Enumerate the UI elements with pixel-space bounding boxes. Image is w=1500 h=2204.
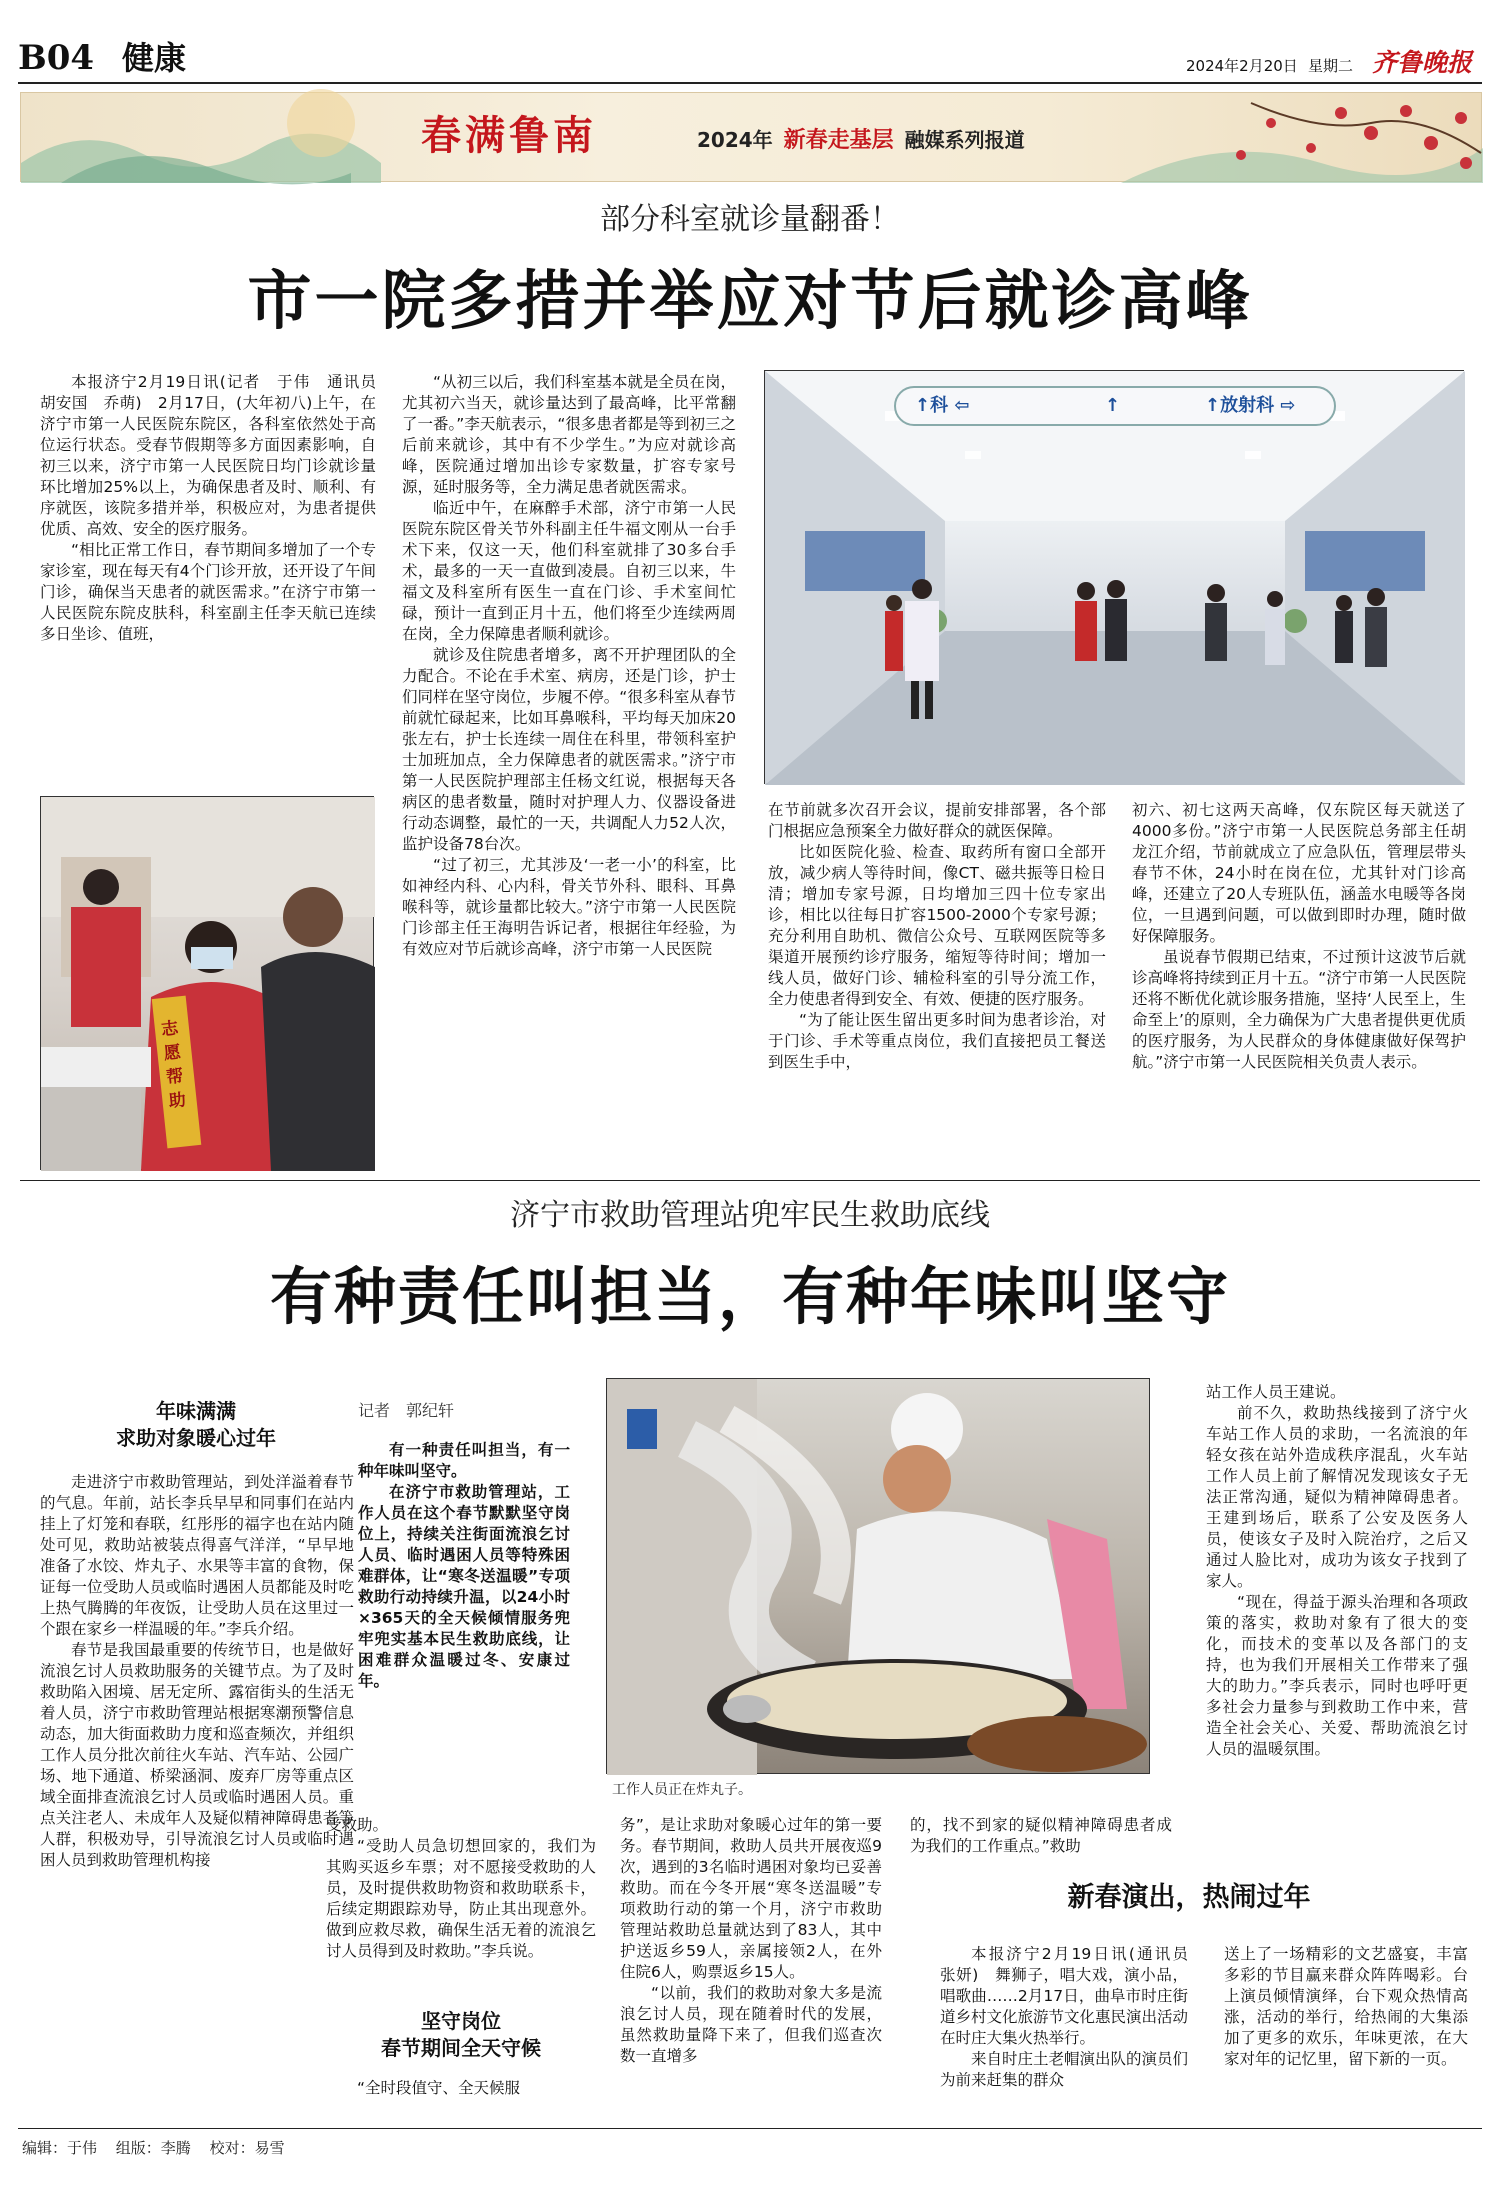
- issue-date: 2024年2月20日: [1186, 57, 1298, 75]
- article2-col3-p1: 务”，是让求助对象暖心过年的第一要务。春节期间，救助人员共开展夜巡9次，遇到的3名临时遇困对象均已妥善救助。而在今冬开展“寒冬送温暖”专项救助行动的第一个月，济宁市救助管理站救助总量就达到了83人，其中护送返乡59人，亲属接领2人，在外住院6人，购票返乡15人。: [620, 1816, 882, 1981]
- article1-col2: [402, 372, 736, 1174]
- footer-editor: 编辑：于伟: [22, 2139, 98, 2157]
- article2-col2c-p1: “全时段值守、全天候服: [357, 2079, 521, 2097]
- article2-section1-title: [40, 1398, 352, 1452]
- header-rule: [18, 82, 1482, 84]
- article3-col2: [1224, 1944, 1468, 2120]
- article1-col1-p2: “相比正常工作日，春节期间多增加了一个专家诊室，现在每天有4个门诊开放，还开设了午间门诊，确保当天患者的就医需求。”在济宁市第一人民医院东院皮肤科，科室副主任李天航已连续多日坐诊、值班，: [40, 541, 376, 643]
- paper-logo: 齐鲁晚报: [1372, 48, 1473, 77]
- section1-title-line2: 求助对象暖心过年: [116, 1426, 276, 1450]
- article2-lead: [358, 1440, 570, 1758]
- article2-col5-p2: 前不久，救助热线接到了济宁火车站工作人员的求助，一名流浪的年轻女孩在站外造成秩序混乱，火车站工作人员上前了解情况发现该女子无法正常沟通，疑似为精神障碍患者。王建到场后，联系了公安及医务人员，使该女子及时入院治疗，之后又通过人脸比对，成功为该女子找到了家人。: [1206, 1404, 1468, 1590]
- kitchen-photo-caption: 工作人员正在炸丸子。: [612, 1782, 752, 1798]
- footer-rule: [18, 2128, 1482, 2129]
- article2-col2b-p2: “受助人员急切想回家的，我们为其购买返乡车票；对不愿接受救助的人员，及时提供救助物资和救助联系卡，后续定期跟踪劝导，防止其出现意外。做到应救尽救，确保生活无着的流浪乞讨人员得到及时救助。”李兵说。: [326, 1837, 596, 1960]
- article3-col1-p2: 来自时庄土老帽演出队的演员们为前来赶集的群众: [940, 2050, 1189, 2089]
- hallway-sign-right: ↑放射科 ⇨: [1205, 395, 1296, 416]
- article2-col2c: [326, 2078, 596, 2120]
- article1-col2-p3: 就诊及住院患者增多，离不开护理团队的全力配合。不论在手术室、病房，还是门诊，护士们同样在坚守岗位，步履不停。“很多科室从春节前就忙碌起来，比如耳鼻喉科，平均每天加床20张左右，护士长连续一周住在科里，带领科室护士加班加点，全力保障患者的就医需求。”济宁市第一人民医院护理部主任杨文红说，根据每天各病区的患者数量，随时对护理人力、仪器设备进行动态调整，最忙的一天，共调配人力52人次，监护设备78台次。: [402, 646, 736, 853]
- article3-col1-p1: 本报济宁2月19日讯(通讯员 张妍) 舞狮子，唱大戏，演小品，唱歌曲……2月17日，曲阜市时庄街道乡村文化旅游节文化惠民演出活动在时庄大集火热举行。: [940, 1945, 1204, 2047]
- article2-col1-p1: 走进济宁市救助管理站，到处洋溢着春节的气息。年前，站长李兵早早和同事们在站内挂上了灯笼和春联，红彤彤的福字也在站内随处可见，救助站被装点得喜气洋洋，“早早地准备了水饺、炸丸子、水果等丰富的食物，保证每一位受助人员或临时遇困人员都能及时吃上热气腾腾的年夜饭，让受助人员在这里过一个跟在家乡一样温暖的年。”李兵介绍。: [40, 1473, 354, 1638]
- banner-rest: 融媒系列报道: [904, 128, 1025, 152]
- article2-col2b-p1: 受救助。: [326, 1816, 389, 1834]
- article1-col4-p1: 初六、初七这两天高峰，仅东院区每天就送了4000多份。”济宁市第一人民医院总务部主任胡龙江介绍，节前就成立了应急队伍，管理层带头春节不休，24小时在岗在位，尤其针对门诊高峰，还建立了20人专班队伍，涵盖水电暖等各岗位，一旦遇到问题，可以做到即时办理，随时做好保障服务。: [1132, 801, 1466, 945]
- volunteer-photo: [40, 796, 374, 1170]
- article3-headline: 新春演出，热闹过年: [1067, 1882, 1311, 1913]
- article2-col1-p2: 春节是我国最重要的传统节日，也是做好流浪乞讨人员救助服务的关键节点。为了及时救助陷入困境、居无定所、露宿街头的生活无着人员，济宁市救助管理站根据寒潮预警信息动态，加大街面救助力度和巡查频次，并组织工作人员分批次前往火车站、汽车站、公园广场、地下通道、桥梁涵洞、废弃厂房等重点区域全面排查流浪乞讨人员或临时遇困人员。重点关注老人、未成年人及疑似精神障碍患者等人群，积极劝导，引导流浪乞讨人员或临时遇困人员到救助管理机构接: [40, 1641, 354, 1869]
- hospital-hallway-photo: [764, 370, 1464, 784]
- article2-headline: 有种责任叫担当，有种年味叫坚守: [269, 1260, 1230, 1333]
- article1-col3-p2: 比如医院化验、检查、取药所有窗口全部开放，减少病人等待时间，像CT、磁共振等日检日清；增加专家号源，日均增加三四十位专家出诊，相比以往每日扩容1500-2000个专家号源；充分利用自助机、微信公众号、互联网医院等多渠道开展预约诊疗服务，缩短等待时间；增加一线人员，做好门诊、辅检科室的引导分流工作，全力使患者得到安全、有效、便捷的医疗服务。: [768, 843, 1106, 1008]
- banner-title: 春满鲁南: [421, 112, 597, 159]
- hallway-sign-mid: ↑: [1105, 395, 1121, 416]
- article3-col2-p1: 送上了一场精彩的文艺盛宴，丰富多彩的节目赢来群众阵阵喝彩。台上演员倾情演绎，台下观众热情高涨，活动的举行，给热闹的大集添加了更多的欢乐，年味更浓，在大家对年的记忆里，留下新的一页。: [1224, 1945, 1468, 2068]
- article1-col3: [768, 800, 1106, 1174]
- volunteer-sash-text: 志愿帮助: [160, 1018, 187, 1112]
- article2-lead-p1: 有一种责任叫担当，有一种年味叫坚守。: [358, 1441, 570, 1480]
- article2-col1: [40, 1472, 354, 2096]
- banner-subtitle: [697, 127, 1025, 153]
- hallway-sign-left: ↑科 ⇦: [915, 395, 970, 416]
- section-name: 健康: [122, 39, 187, 77]
- article2-col3-p2: “以前，我们的救助对象大多是流浪乞讨人员，现在随着时代的发展，虽然救助量降下来了，但我们巡查次数一直增多: [620, 1984, 882, 2065]
- footer-layout: 组版：李腾: [115, 2139, 191, 2157]
- article1-col3-p1: 在节前就多次召开会议，提前安排部署，各个部门根据应急预案全力做好群众的就医保障。: [768, 801, 1106, 840]
- article1-col2-p1: “从初三以后，我们科室基本就是全员在岗，尤其初六当天，就诊量达到了最高峰，比平常翻了一番。”李天航表示，“很多患者都是等到初三之后前来就诊，其中有不少学生。”为应对就诊高峰，医院通过增加出诊专家数量，扩容专家号源，延时服务等，全力满足患者就医需求。: [402, 373, 736, 496]
- article2-byline: 记者 郭纪轩: [358, 1401, 455, 1420]
- banner-year: 2024年: [697, 128, 773, 152]
- article1-col4-p2: 虽说春节假期已结束，不过预计这波节后就诊高峰将持续到正月十五。“济宁市第一人民医院还将不断优化就诊服务措施，坚持‘人民至上，生命至上’的原则，全力确保为广大患者提供更优质的医疗服务，为人民群众的身体健康做好保驾护航。”济宁市第一人民医院相关负责人表示。: [1132, 948, 1466, 1071]
- kitchen-photo: [606, 1378, 1150, 1774]
- banner-highlight: 新春走基层: [783, 127, 894, 153]
- footer-proof: 校对：易雪: [209, 2139, 285, 2157]
- article2-col5-p3: “现在，得益于源头治理和各项政策的落实，救助对象有了很大的变化，而技术的变革以及各部门的支持，也为我们开展相关工作带来了强大的助力。”李兵表示，同时也呼吁更多社会力量参与到救助工作中来，营造全社会关心、关爱、帮助流浪乞讨人员的温暖氛围。: [1206, 1593, 1468, 1758]
- article2-col4-p1: 的，找不到家的疑似精神障碍患者成为我们的工作重点。”救助: [910, 1816, 1172, 1855]
- article2-col5-p1: 站工作人员王建说。: [1206, 1383, 1346, 1401]
- section2-title-line2: 春节期间全天守候: [381, 2036, 541, 2060]
- article-divider-1: [20, 1180, 1480, 1181]
- article1-headline: 市一院多措并举应对节后就诊高峰: [247, 264, 1253, 339]
- article2-col4: [910, 1815, 1172, 1859]
- article1-kicker: 部分科室就诊量翻番！: [600, 202, 900, 237]
- article1-col2-p4: “过了初三，尤其涉及‘一老一小’的科室，比如神经内科、心内科，骨关节外科、眼科、耳鼻喉科等，就诊量都比较大。”济宁市第一人民医院门诊部主任王海明告诉记者，根据往年经验，为有效应对节后就诊高峰，济宁市第一人民医院: [402, 856, 736, 958]
- article2-section2-title: [326, 2008, 596, 2062]
- page-code: B04: [18, 38, 95, 78]
- article1-col1: [40, 372, 392, 780]
- article3-col1: [940, 1944, 1204, 2120]
- footer-credits: [22, 2138, 285, 2158]
- article1-col1-p1: 本报济宁2月19日讯(记者 于伟 通讯员 胡安国 乔萌) 2月17日，(大年初八)上午，在济宁市第一人民医院东院区，各科室依然处于高位运行状态。受春节假期等多方面因素影响，自初三以来，济宁市第一人民医院日均门诊就诊量环比增加25%以上，为确保患者及时、顺利、有序就医，该院多措并举，积极应对，为患者提供优质、高效、安全的医疗服务。: [40, 373, 392, 538]
- article1-col3-p3: “为了能让医生留出更多时间为患者诊治，对于门诊、手术等重点岗位，我们直接把员工餐送到医生手中，: [768, 1011, 1106, 1071]
- article2-lead-p2: 在济宁市救助管理站，工作人员在这个春节默默坚守岗位上，持续关注街面流浪乞讨人员、临时遇困人员等特殊困难群体，让“寒冬送温暖”专项救助行动持续升温，以24小时×365天的全天候倾情服务兜牢兜实基本民生救助底线，让困难群众温暖过冬、安康过年。: [358, 1483, 570, 1690]
- issue-weekday: 星期二: [1308, 57, 1354, 75]
- article2-col3: [620, 1815, 882, 2115]
- article1-col2-p2: 临近中午，在麻醉手术部，济宁市第一人民医院东院区骨关节外科副主任牛福文刚从一台手术下来，仅这一天，他们科室就排了30多台手术，最多的一天一直做到凌晨。自初三以来，牛福文及科室所有医生一直在门诊、手术室间忙碌，预计一直到正月十五，他们将至少连续两周在岗，全力保障患者顺利就诊。: [402, 499, 736, 643]
- series-banner: [20, 92, 1482, 182]
- article2-col2b: [326, 1815, 596, 1993]
- section1-title-line1: 年味满满: [156, 1399, 236, 1423]
- article2-col5: [1206, 1382, 1468, 1832]
- article2-kicker: 济宁市救助管理站兜牢民生救助底线: [510, 1198, 990, 1233]
- section2-title-line1: 坚守岗位: [421, 2009, 501, 2033]
- article1-col4: [1132, 800, 1466, 1174]
